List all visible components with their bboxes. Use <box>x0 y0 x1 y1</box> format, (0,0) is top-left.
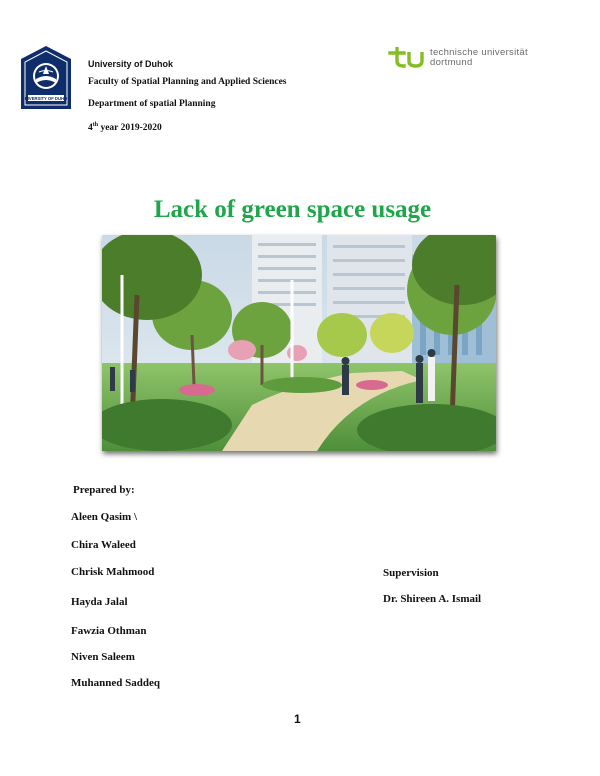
tu-line2: dortmund <box>430 56 473 68</box>
year-text: year 2019-2020 <box>98 123 162 134</box>
university-name: University of Duhok <box>88 59 174 69</box>
tu-mark-icon <box>388 47 426 69</box>
author-name: Niven Saleem <box>71 651 135 663</box>
tu-dortmund-logo <box>388 44 558 72</box>
seal-text: UNIVERSITY OF DUHOK <box>21 95 71 101</box>
author-name: Chira Waleed <box>71 539 136 551</box>
university-seal-logo <box>20 45 72 111</box>
author-name: Fawzia Othman <box>71 625 147 637</box>
author-name: Chrisk Mahmood <box>71 566 155 578</box>
supervisor-name: Dr. Shireen A. Ismail <box>383 593 482 605</box>
year-ordinal: th <box>92 122 99 128</box>
year-number: 4 <box>88 123 93 134</box>
author-name: Aleen Qasim \ <box>71 511 137 523</box>
faculty-name: Faculty of Spatial Planning and Applied Sciences <box>88 77 287 87</box>
prepared-by-label: Prepared by: <box>73 484 135 496</box>
supervision-label: Supervision <box>383 567 439 579</box>
park-illustration <box>102 235 496 451</box>
author-name: Hayda Jalal <box>71 596 128 608</box>
tu-line1: technische universität <box>430 47 528 58</box>
department-name: Department of spatial Planning <box>88 99 216 109</box>
academic-year <box>88 122 162 134</box>
page-number: 1 <box>294 712 301 726</box>
author-name: Muhanned Saddeq <box>71 677 160 689</box>
document-title: Lack of green space usage <box>153 196 432 223</box>
tu-wordmark <box>430 48 528 67</box>
